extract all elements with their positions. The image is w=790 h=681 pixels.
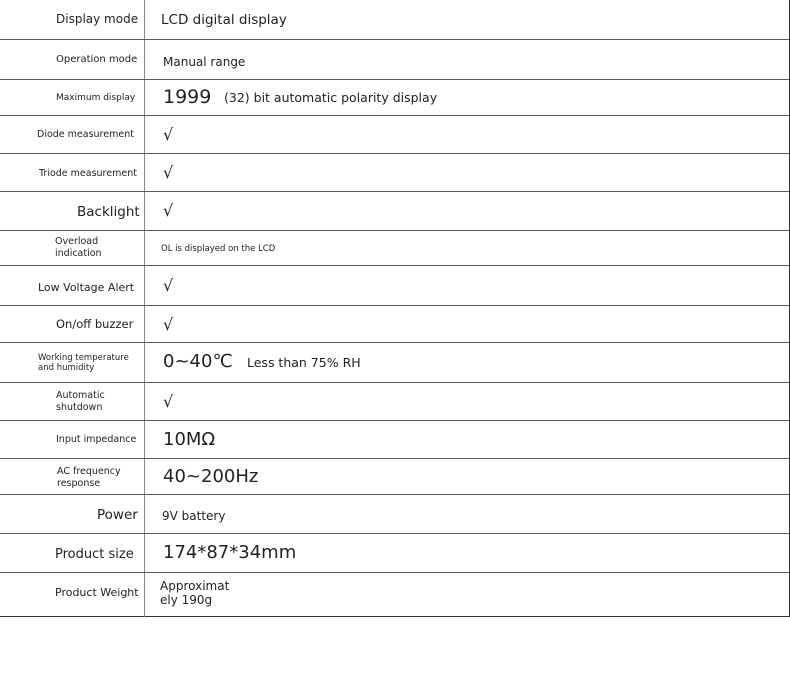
checkmark: √	[163, 201, 174, 220]
row-label-cell	[0, 573, 145, 617]
checkmark: √	[163, 315, 174, 334]
row-value-cell	[145, 534, 789, 573]
row-label: Triode measurement	[39, 168, 137, 179]
row-label-cell	[0, 383, 145, 421]
row-label-cell	[0, 40, 145, 80]
table-row	[0, 382, 789, 421]
table-row	[0, 420, 789, 459]
row-label-cell	[0, 266, 145, 306]
row-label-line-1: AC frequency	[57, 466, 121, 477]
row-value-line-2: ely 190g	[160, 593, 213, 607]
row-value-cell	[145, 459, 789, 495]
table-row	[0, 230, 789, 266]
table-row	[0, 494, 789, 534]
row-label: Product Weight	[55, 586, 139, 599]
row-value-note: Less than 75% RH	[247, 355, 361, 370]
row-value-cell	[145, 40, 789, 80]
row-value-large: 10MΩ	[163, 429, 216, 450]
row-label-cell	[0, 459, 145, 495]
row-value: LCD digital display	[161, 12, 287, 28]
row-label-cell	[0, 421, 145, 459]
checkmark: √	[163, 392, 174, 411]
row-label: Power	[97, 507, 138, 523]
table-row	[0, 458, 789, 495]
row-label-cell	[0, 306, 145, 343]
row-label: On/off buzzer	[56, 317, 134, 331]
row-value-large: 174*87*34mm	[163, 542, 297, 563]
row-label: Product size	[55, 547, 134, 562]
row-label-line-1: Automatic	[56, 390, 105, 401]
row-label-line-2: shutdown	[56, 402, 103, 413]
table-row	[0, 115, 789, 154]
row-label: Backlight	[77, 204, 140, 220]
row-label: Display mode	[56, 12, 139, 26]
table-row	[0, 191, 789, 231]
row-value-cell	[145, 573, 789, 617]
row-label-line-2: and humidity	[38, 363, 95, 373]
row-label-cell	[0, 80, 145, 116]
row-label-line-2: response	[57, 478, 101, 489]
row-value-line-1: Approximat	[160, 579, 230, 593]
checkmark: √	[163, 276, 174, 295]
row-label-cell	[0, 0, 145, 39]
table-row	[0, 265, 789, 306]
row-label-cell	[0, 343, 145, 383]
checkmark: √	[163, 163, 174, 182]
row-value-cell	[145, 0, 789, 39]
row-value-cell	[145, 231, 789, 266]
row-value-cell	[145, 116, 789, 154]
row-value-note: (32) bit automatic polarity display	[224, 90, 438, 105]
row-label: Low Voltage Alert	[38, 281, 135, 294]
row-label-line-2: indication	[55, 248, 102, 259]
row-value-large: 1999	[163, 86, 212, 108]
row-value-cell	[145, 192, 789, 231]
row-label-line-1: Overload	[55, 236, 99, 247]
row-value: 9V battery	[162, 509, 226, 523]
row-label: Operation mode	[56, 54, 138, 65]
table-row	[0, 39, 789, 80]
row-label-cell	[0, 534, 145, 573]
row-value-cell	[145, 80, 789, 116]
row-value-cell	[145, 306, 789, 343]
row-value: Manual range	[163, 55, 246, 69]
table-row	[0, 305, 789, 343]
row-value-cell	[145, 343, 789, 383]
row-value-large: 0~40℃	[163, 351, 233, 372]
row-value: OL is displayed on the LCD	[161, 244, 276, 254]
row-label: Diode measurement	[37, 129, 134, 140]
row-value-large: 40~200Hz	[163, 466, 259, 487]
table-row	[0, 342, 789, 383]
checkmark: √	[163, 125, 174, 144]
table-row	[0, 79, 789, 116]
row-value-cell	[145, 421, 789, 459]
row-value-cell	[145, 495, 789, 534]
table-row	[0, 153, 789, 192]
row-label-cell	[0, 154, 145, 192]
row-value-cell	[145, 383, 789, 421]
row-label: Input impedance	[56, 434, 137, 445]
row-value-cell	[145, 266, 789, 306]
row-label-cell	[0, 495, 145, 534]
table-row	[0, 0, 789, 39]
row-label-line-1: Working temperature	[38, 353, 129, 363]
row-label-cell	[0, 116, 145, 154]
row-value-cell	[145, 154, 789, 192]
row-label-cell	[0, 192, 145, 231]
table-row	[0, 533, 789, 573]
row-label: Maximum display	[56, 93, 136, 103]
row-label-cell	[0, 231, 145, 266]
table-row	[0, 572, 789, 617]
